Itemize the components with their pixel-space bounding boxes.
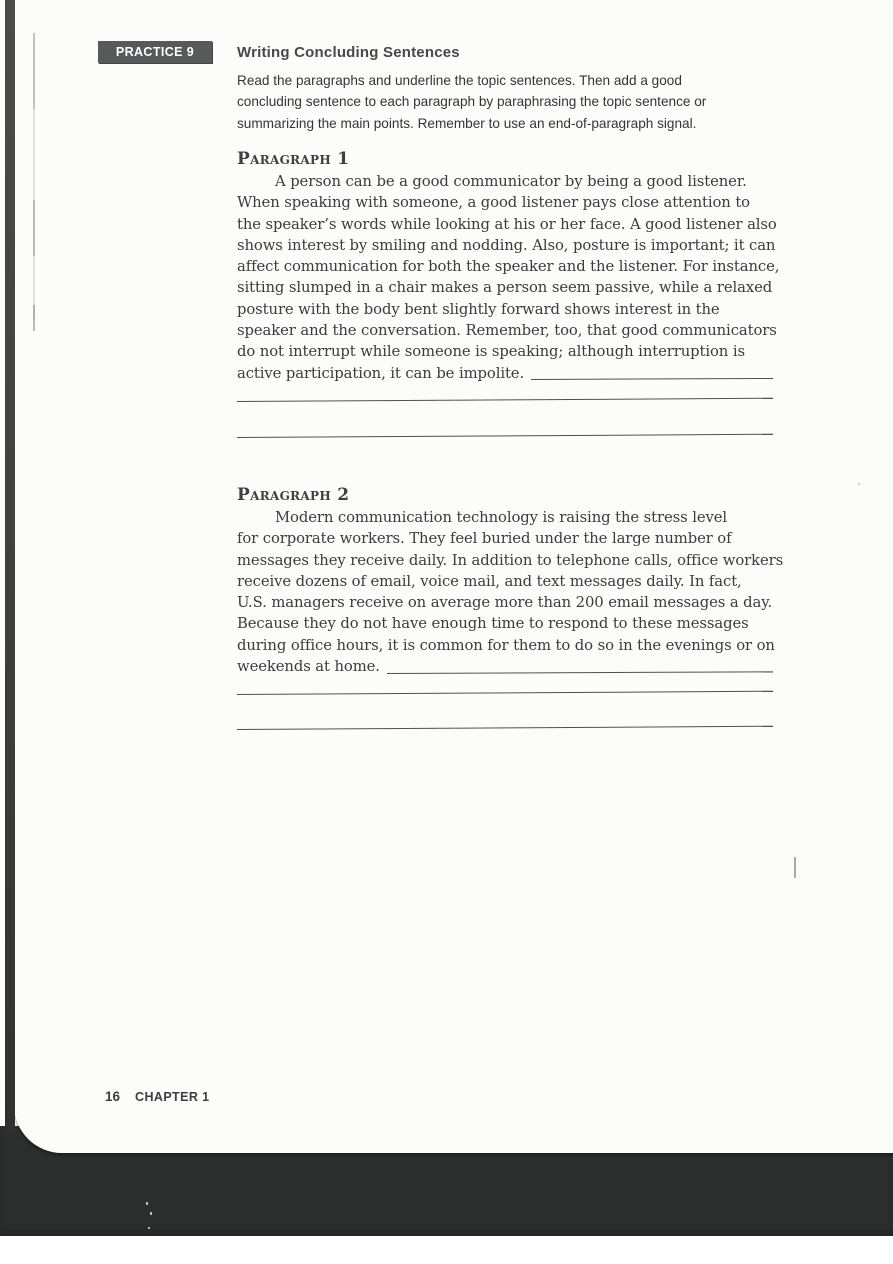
instructions-line: concluding sentence to each paragraph by paraphrasing the topic sentence or xyxy=(237,94,707,110)
practice-badge-label: PRACTICE 9 xyxy=(115,45,195,59)
paragraph-line: during office hours, it is common for them to do so in the evenings or on xyxy=(237,636,775,654)
answer-blank-line xyxy=(387,671,773,674)
paragraph-line: Modern communication technology is raising the stress level xyxy=(275,509,728,526)
paragraph-line: shows interest by smiling and nodding. Also, posture is important; it can xyxy=(237,236,776,254)
page-footer xyxy=(105,1089,209,1104)
paragraph-line: do not interrupt while someone is speaking; although interruption is xyxy=(237,343,745,361)
answer-blank-line xyxy=(531,378,773,380)
section-title: Writing Concluding Sentences xyxy=(237,44,460,61)
paragraph-2-heading: Paragraph 2 xyxy=(237,485,350,505)
book-page xyxy=(14,0,893,1153)
paragraph-line: affect communication for both the speaker and the listener. For instance, xyxy=(237,258,780,276)
instructions-text xyxy=(237,70,706,134)
paragraph-1-text xyxy=(237,171,780,384)
paragraph-line: posture with the body bent slightly forward shows interest in the xyxy=(237,300,720,318)
scan-artifact-line xyxy=(33,305,35,331)
paragraph-line xyxy=(237,363,773,384)
paragraph-line: A person can be a good communicator by being a good listener. xyxy=(275,173,747,190)
answer-blank-line xyxy=(237,434,773,438)
page-number: 16 xyxy=(105,1089,121,1104)
paragraph-line xyxy=(237,656,773,677)
scan-artifact-mark xyxy=(794,857,796,878)
paragraph-line: speaker and the conversation. Remember, too, that good communicators xyxy=(237,322,777,340)
paragraph-line: messages they receive daily. In addition to telephone calls, office workers xyxy=(237,551,784,569)
dust-speck xyxy=(148,1227,150,1229)
paragraph-line: receive dozens of email, voice mail, and text messages daily. In fact, xyxy=(237,572,742,590)
paragraph-line: Because they do not have enough time to respond to these messages xyxy=(237,615,749,633)
instructions-line: Read the paragraphs and underline the topic sentences. Then add a good xyxy=(237,73,682,88)
answer-blank-line xyxy=(237,398,773,402)
paragraph-line: the speaker’s words while looking at his or her face. A good listener also xyxy=(237,215,777,233)
paragraph-line: for corporate workers. They feel buried under the large number of xyxy=(237,530,732,548)
paragraph-line-text: active participation, it can be impolite. xyxy=(237,364,525,382)
scan-artifact-mark: ` xyxy=(857,481,861,495)
paragraph-line: When speaking with someone, a good listener pays close attention to xyxy=(237,194,750,212)
scan-artifact-line xyxy=(33,200,35,256)
dust-speck xyxy=(146,1202,148,1205)
chapter-label: CHAPTER 1 xyxy=(135,1090,210,1104)
answer-blank-line xyxy=(237,691,773,695)
dust-speck xyxy=(150,1212,152,1215)
paragraph-line-text: weekends at home. xyxy=(237,658,380,676)
paragraph-line: U.S. managers receive on average more than 200 email messages a day. xyxy=(237,594,773,612)
paragraph-line: sitting slumped in a chair makes a person seem passive, while a relaxed xyxy=(237,279,773,297)
answer-blank-line xyxy=(237,726,773,730)
paragraph-2-text xyxy=(237,507,784,677)
scan-artifact-line xyxy=(33,33,35,109)
instructions-line: summarizing the main points. Remember to use an end-of-paragraph signal. xyxy=(237,115,697,131)
scan-gutter-strip xyxy=(5,0,15,1132)
practice-badge xyxy=(98,41,212,63)
paragraph-1-heading: Paragraph 1 xyxy=(237,149,350,169)
